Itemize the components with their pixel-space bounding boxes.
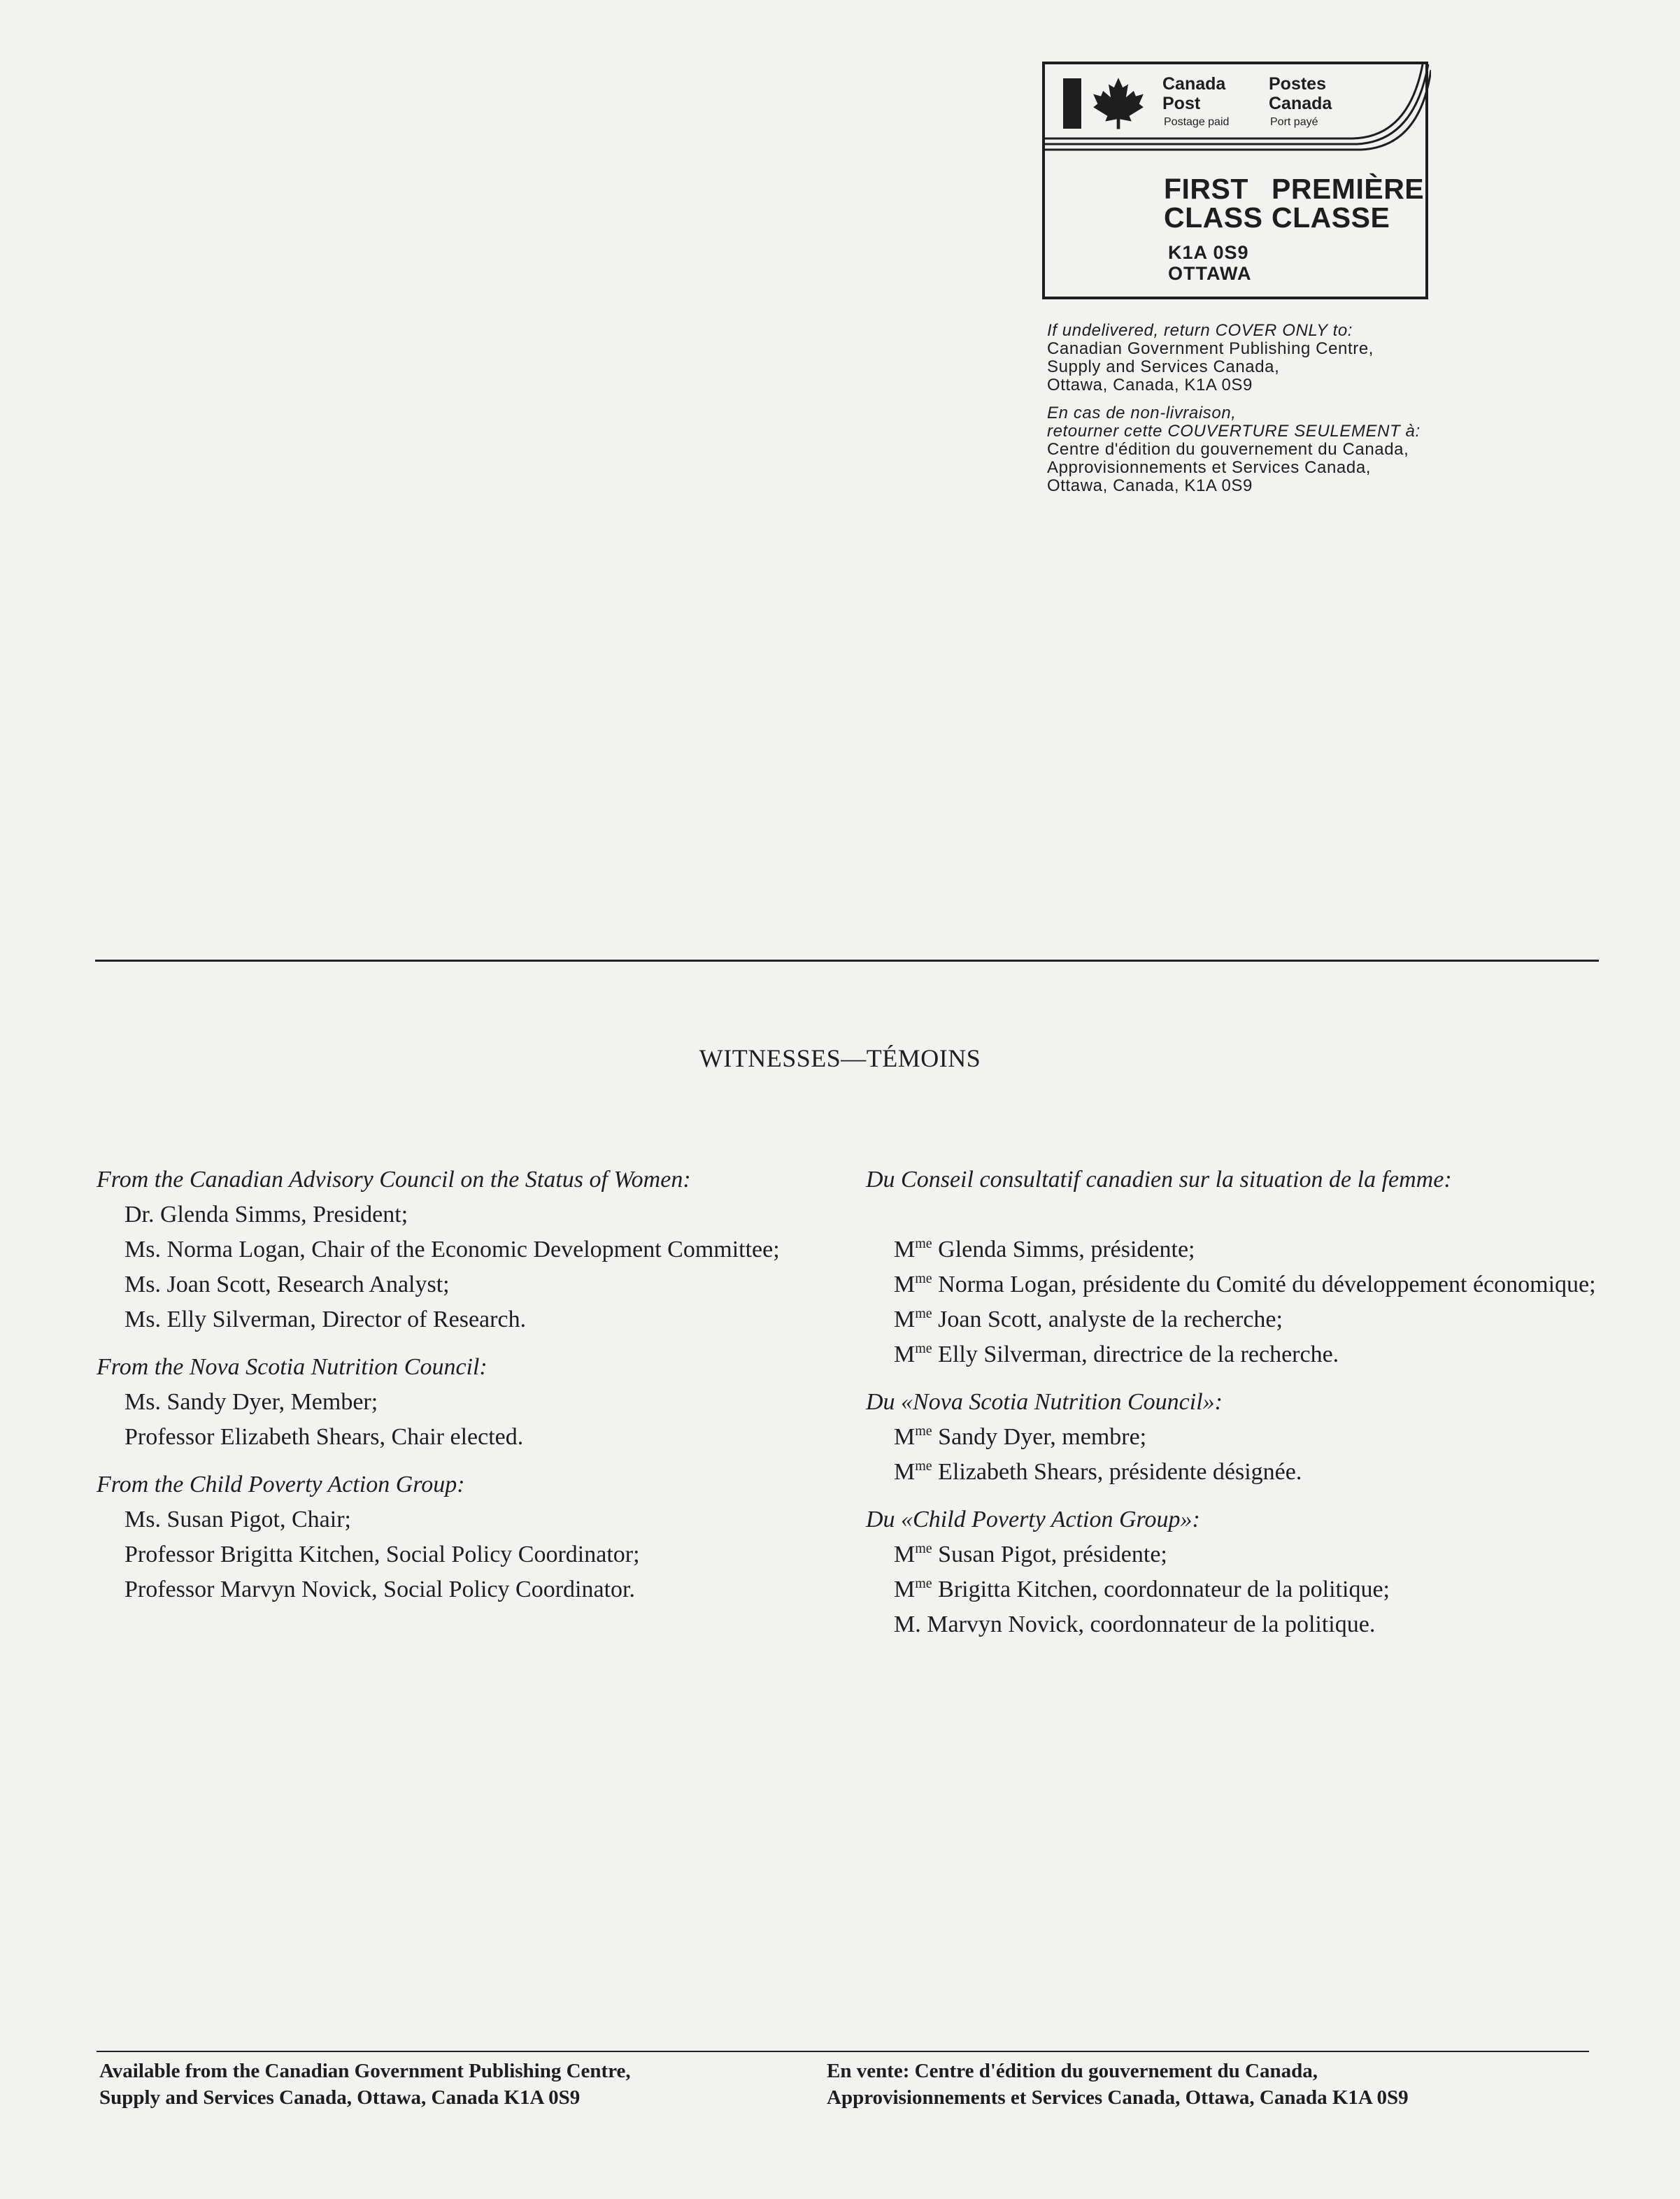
witness-group (866, 1502, 1599, 1642)
indicia-postal-code: K1A 0S9 (1168, 242, 1249, 263)
indicia-post: Post (1162, 94, 1201, 113)
witness-entry: Ms. Sandy Dyer, Member; (124, 1389, 378, 1415)
indicia-premiere: PREMIÈRE (1272, 173, 1425, 205)
witnesses-english-column (97, 1162, 830, 1620)
witness-group (97, 1162, 830, 1337)
indicia-port-paye: Port payé (1270, 116, 1318, 128)
witness-group (866, 1162, 1599, 1372)
indicia-postage-paid: Postage paid (1164, 116, 1230, 128)
return-fr-line3: Centre d'édition du gouvernement du Canada, (1047, 440, 1409, 459)
witness-group (97, 1350, 830, 1455)
indicia-canada-fr: Canada (1269, 94, 1332, 113)
flag-bar (1063, 78, 1081, 129)
footer-en-line2: Supply and Services Canada, Ottawa, Canada K1A 0S9 (99, 2086, 581, 2109)
return-fr-line5: Ottawa, Canada, K1A 0S9 (1047, 476, 1253, 495)
indicia-classe: CLASSE (1272, 201, 1390, 234)
witness-entry: $M^{me}$ Susan Pigot, présidente; (894, 1541, 1167, 1567)
witness-entry: Professor Elizabeth Shears, Chair elected. (124, 1424, 524, 1450)
return-fr-line2: retourner cette COUVERTURE SEULEMENT à: (1047, 422, 1421, 441)
witness-group-heading: Du «Nova Scotia Nutrition Council»: (866, 1389, 1223, 1415)
maple-leaf-icon (1091, 76, 1146, 130)
witness-entry: Ms. Susan Pigot, Chair; (124, 1507, 351, 1532)
witness-entry: Ms. Elly Silverman, Director of Research. (124, 1307, 527, 1332)
indicia-first: FIRST (1164, 173, 1248, 205)
footer-en-line1: Available from the Canadian Government Publishing Centre, (99, 2060, 631, 2082)
witnesses-french-column (866, 1162, 1599, 1655)
footer-divider (97, 2051, 1589, 2052)
indicia-city: OTTAWA (1168, 263, 1252, 284)
witness-entry: Ms. Joan Scott, Research Analyst; (124, 1272, 450, 1297)
witness-entry: M. Marvyn Novick, coordonnateur de la politique. (894, 1611, 1376, 1637)
return-en-line3: Supply and Services Canada, (1047, 357, 1280, 376)
return-en-line4: Ottawa, Canada, K1A 0S9 (1047, 376, 1253, 394)
footer-availability-fr (827, 2058, 1409, 2111)
witness-entry: $M^{me}$ Brigitta Kitchen, coordonnateur de la politique; (894, 1576, 1390, 1602)
footer-fr-line2: Approvisionnements et Services Canada, Ottawa, Canada K1A 0S9 (827, 2086, 1409, 2109)
return-en-line1: If undelivered, return COVER ONLY to: (1047, 321, 1353, 340)
return-fr-line4: Approvisionnements et Services Canada, (1047, 458, 1372, 477)
witness-group-heading: From the Canadian Advisory Council on the Status of Women: (97, 1167, 691, 1193)
footer-availability-en (99, 2058, 631, 2111)
top-divider (95, 960, 1599, 962)
witness-group-heading: Du Conseil consultatif canadien sur la situation de la femme: (866, 1167, 1452, 1193)
postage-indicia (1042, 62, 1428, 299)
indicia-class: CLASS (1164, 201, 1263, 234)
witness-entry: $M^{me}$ Norma Logan, présidente du Comité du développement économique; (894, 1271, 1596, 1297)
witness-group-heading: Du «Child Poverty Action Group»: (866, 1507, 1200, 1532)
witness-entry: $M^{me}$ Glenda Simms, présidente; (894, 1236, 1195, 1262)
return-notice (1047, 322, 1551, 495)
indicia-postes: Postes (1269, 74, 1326, 94)
witness-entry: Dr. Glenda Simms, President; (124, 1202, 408, 1227)
witnesses-title: WITNESSES—TÉMOINS (699, 1044, 981, 1072)
witness-entry: $M^{me}$ Elly Silverman, directrice de la recherche. (894, 1341, 1339, 1367)
witness-entry: $M^{me}$ Joan Scott, analyste de la recherche; (894, 1306, 1283, 1332)
witness-entry: $M^{me}$ Elizabeth Shears, présidente désignée. (894, 1458, 1302, 1485)
witness-entry: Professor Brigitta Kitchen, Social Policy Coordinator; (124, 1542, 640, 1567)
return-en-line2: Canadian Government Publishing Centre, (1047, 339, 1374, 358)
footer-fr-line1: En vente: Centre d'édition du gouvernement du Canada, (827, 2060, 1318, 2082)
witness-group (97, 1467, 830, 1607)
witness-entry: Professor Marvyn Novick, Social Policy Coordinator. (124, 1577, 635, 1602)
witness-entry: Ms. Norma Logan, Chair of the Economic Development Committee; (124, 1237, 780, 1262)
witness-group-heading: From the Child Poverty Action Group: (97, 1472, 465, 1497)
witness-group-heading: From the Nova Scotia Nutrition Council: (97, 1354, 487, 1380)
witness-entry: $M^{me}$ Sandy Dyer, membre; (894, 1423, 1147, 1450)
indicia-canada: Canada (1162, 74, 1226, 94)
witness-group (866, 1385, 1599, 1490)
return-fr-line1: En cas de non-livraison, (1047, 404, 1237, 422)
